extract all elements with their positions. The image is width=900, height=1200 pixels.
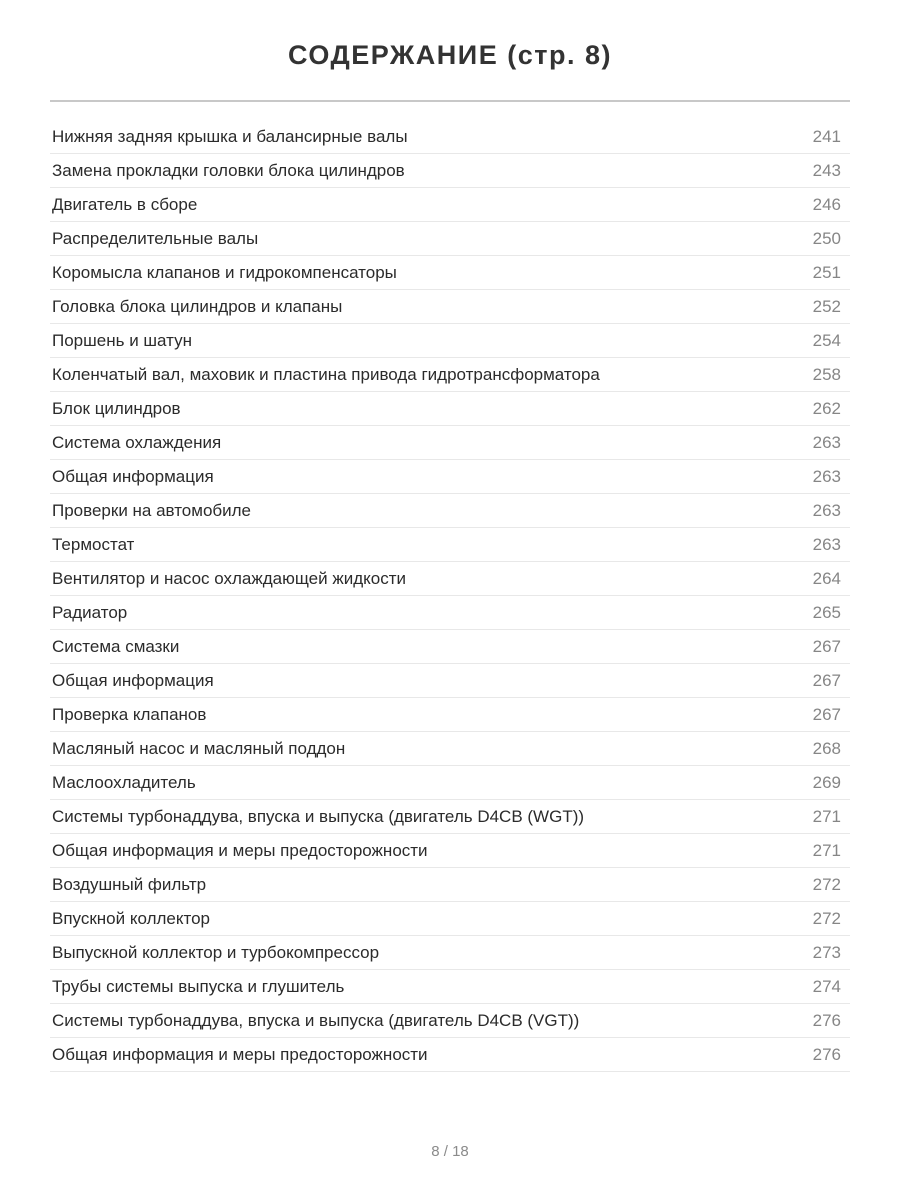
- toc-entry-page: 274: [812, 976, 841, 996]
- page-title: СОДЕРЖАНИЕ (стр. 8): [288, 40, 612, 70]
- toc-list: [50, 120, 850, 1072]
- toc-entry-page: 252: [812, 296, 841, 316]
- toc-entry-page: 273: [812, 942, 841, 962]
- toc-entry-page: 251: [812, 262, 841, 282]
- toc-entry-page: 267: [812, 704, 841, 724]
- toc-entry[interactable]: [50, 698, 850, 732]
- toc-entry-page: 258: [812, 364, 841, 384]
- toc-entry-page: 272: [812, 908, 841, 928]
- toc-entry-label: Двигатель в сборе: [52, 194, 198, 214]
- toc-entry-label: Головка блока цилиндров и клапаны: [52, 296, 343, 316]
- toc-entry-page: 267: [812, 636, 841, 656]
- toc-entry-label: Система охлаждения: [52, 432, 222, 452]
- toc-entry[interactable]: [50, 630, 850, 664]
- toc-entry-label: Радиатор: [52, 602, 128, 622]
- toc-entry-label: Маслоохладитель: [52, 772, 196, 792]
- toc-entry-page: 272: [812, 874, 841, 894]
- toc-entry-label: Проверка клапанов: [52, 704, 207, 724]
- toc-entry-page: 243: [812, 160, 841, 180]
- toc-entry-label: Системы турбонаддува, впуска и выпуска (двигатель D4CB (WGT)): [52, 806, 585, 826]
- toc-entry[interactable]: [50, 562, 850, 596]
- toc-entry-page: 268: [812, 738, 841, 758]
- toc-entry-page: 263: [812, 500, 841, 520]
- toc-entry-label: Коленчатый вал, маховик и пластина привода гидротрансформатора: [52, 364, 600, 384]
- toc-entry-page: 263: [812, 432, 841, 452]
- toc-entry-page: 246: [812, 194, 841, 214]
- toc-entry-label: Нижняя задняя крышка и балансирные валы: [52, 126, 408, 146]
- toc-entry[interactable]: [50, 902, 850, 936]
- toc-entry-label: Впускной коллектор: [52, 908, 210, 928]
- toc-entry-page: 241: [812, 126, 841, 146]
- toc-entry[interactable]: [50, 290, 850, 324]
- toc-entry[interactable]: [50, 120, 850, 154]
- toc-entry-label: Термостат: [52, 534, 135, 554]
- toc-entry-page: 276: [812, 1044, 841, 1064]
- toc-entry[interactable]: [50, 936, 850, 970]
- toc-entry[interactable]: [50, 732, 850, 766]
- toc-entry-page: 276: [812, 1010, 841, 1030]
- toc-entry-page: 265: [812, 602, 841, 622]
- toc-entry[interactable]: [50, 426, 850, 460]
- toc-entry[interactable]: [50, 766, 850, 800]
- toc-entry-label: Проверки на автомобиле: [52, 500, 252, 520]
- toc-entry-label: Общая информация и меры предосторожности: [52, 840, 428, 860]
- toc-entry-page: 269: [812, 772, 841, 792]
- toc-entry-page: 262: [812, 398, 841, 418]
- toc-entry-label: Трубы системы выпуска и глушитель: [52, 976, 345, 996]
- toc-entry[interactable]: [50, 596, 850, 630]
- toc-entry[interactable]: [50, 970, 850, 1004]
- toc-entry[interactable]: [50, 358, 850, 392]
- toc-entry-page: 264: [812, 568, 841, 588]
- toc-entry-label: Общая информация: [52, 670, 214, 690]
- toc-entry-label: Система смазки: [52, 636, 180, 656]
- toc-entry[interactable]: [50, 528, 850, 562]
- toc-entry-label: Общая информация и меры предосторожности: [52, 1044, 428, 1064]
- toc-entry-label: Выпускной коллектор и турбокомпрессор: [52, 942, 380, 962]
- toc-entry[interactable]: [50, 868, 850, 902]
- toc-entry-page: 250: [812, 228, 841, 248]
- toc-entry[interactable]: [50, 460, 850, 494]
- title-divider: [50, 100, 850, 102]
- toc-entry[interactable]: [50, 188, 850, 222]
- toc-entry-label: Распределительные валы: [52, 228, 259, 248]
- toc-entry[interactable]: [50, 222, 850, 256]
- toc-entry-page: 271: [812, 806, 841, 826]
- toc-entry-label: Системы турбонаддува, впуска и выпуска (двигатель D4CB (VGT)): [52, 1010, 580, 1030]
- toc-entry-label: Воздушный фильтр: [52, 874, 207, 894]
- toc-entry-label: Масляный насос и масляный поддон: [52, 738, 346, 758]
- toc-entry-label: Блок цилиндров: [52, 398, 181, 418]
- toc-entry-page: 271: [812, 840, 841, 860]
- toc-entry-label: Коромысла клапанов и гидрокомпенсаторы: [52, 262, 397, 282]
- toc-entry-page: 254: [812, 330, 841, 350]
- toc-entry-label: Замена прокладки головки блока цилиндров: [52, 160, 405, 180]
- toc-entry[interactable]: [50, 154, 850, 188]
- toc-entry[interactable]: [50, 494, 850, 528]
- toc-entry[interactable]: [50, 1004, 850, 1038]
- toc-entry-label: Общая информация: [52, 466, 214, 486]
- toc-entry[interactable]: [50, 834, 850, 868]
- page-indicator: 8 / 18: [431, 1143, 469, 1160]
- toc-entry[interactable]: [50, 256, 850, 290]
- toc-entry-label: Поршень и шатун: [52, 330, 192, 350]
- toc-entry[interactable]: [50, 324, 850, 358]
- toc-entry[interactable]: [50, 1038, 850, 1072]
- toc-entry-page: 263: [812, 466, 841, 486]
- toc-entry[interactable]: [50, 664, 850, 698]
- toc-entry[interactable]: [50, 800, 850, 834]
- toc-entry-page: 267: [812, 670, 841, 690]
- toc-entry[interactable]: [50, 392, 850, 426]
- toc-entry-label: Вентилятор и насос охлаждающей жидкости: [52, 568, 407, 588]
- toc-entry-page: 263: [812, 534, 841, 554]
